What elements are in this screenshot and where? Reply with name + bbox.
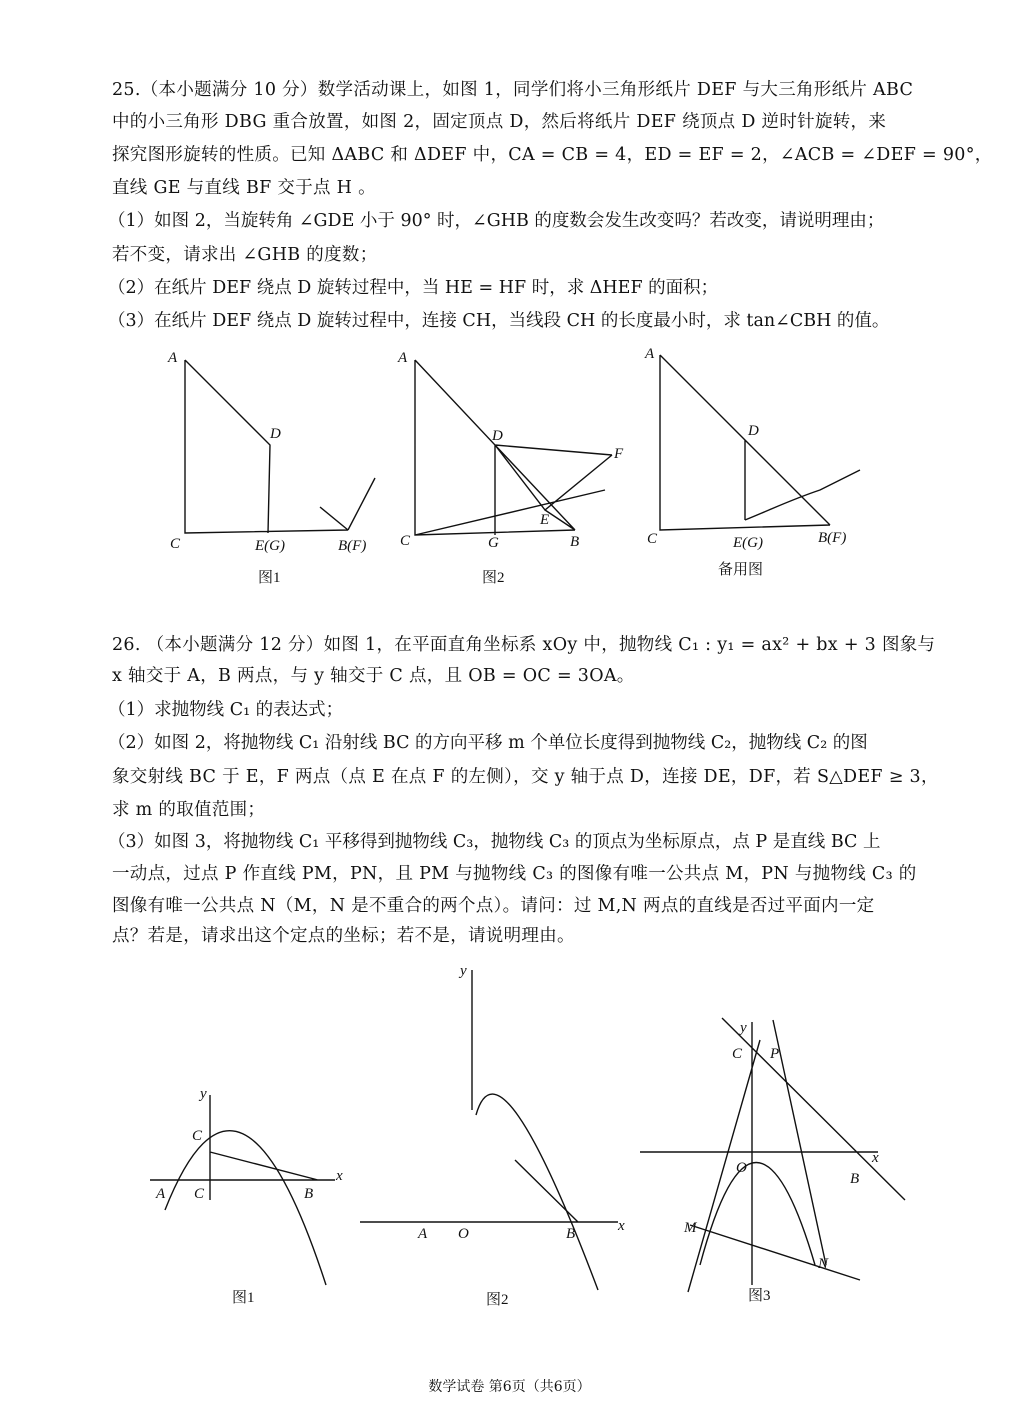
q25-line: 25.（本小题满分 10 分）数学活动课上，如图 1，同学们将小三角形纸片 DEF 与大三角形纸片 ABC — [112, 80, 914, 100]
q25-part-1-cont: 若不变，请求出 ∠GHB 的度数； — [112, 245, 378, 265]
figure-caption: 图2 — [486, 1292, 509, 1308]
label-a: A — [156, 1186, 166, 1202]
label-c: C — [192, 1128, 203, 1144]
figure-caption: 图1 — [258, 570, 281, 586]
label-b: B — [566, 1226, 576, 1242]
q25-figure-3 — [644, 346, 860, 578]
label-d: D — [492, 428, 503, 444]
label-x: x — [618, 1218, 625, 1234]
q25-figure-2 — [397, 350, 624, 586]
q26-line: 点？若是，请求出这个定点的坐标；若不是，请说明理由。 — [112, 926, 575, 946]
label-b: B — [850, 1171, 860, 1187]
label-b: B — [304, 1186, 314, 1202]
figure-caption: 图3 — [748, 1288, 771, 1304]
label-a: A — [168, 350, 178, 366]
q25-line: 探究图形旋转的性质。已知 ΔABC 和 ΔDEF 中，CA = CB = 4，ED = EF = 2，∠ACB = ∠DEF = 90°， — [112, 145, 993, 165]
label-origin: O — [736, 1160, 747, 1176]
label-origin: O — [458, 1226, 469, 1242]
label-n: N — [818, 1256, 829, 1272]
label-x: x — [872, 1150, 879, 1166]
q26-line: x 轴交于 A，B 两点，与 y 轴交于 C 点，且 OB = OC = 3OA。 — [112, 666, 635, 686]
label-a: A — [398, 350, 408, 366]
q26-line: 26. （本小题满分 12 分）如图 1，在平面直角坐标系 xOy 中，抛物线 C₁ : y₁ = ax² + bx + 3 图象与 — [112, 635, 936, 655]
figure-caption: 图1 — [232, 1290, 255, 1306]
q25-part-1: （1）如图 2，当旋转角 ∠GDE 小于 90° 时，∠GHB 的度数会发生改变吗？若改变，请说明理由； — [108, 211, 885, 231]
label-origin: C — [194, 1186, 205, 1202]
label-c: C — [647, 531, 658, 547]
label-c: C — [732, 1046, 743, 1062]
q25-line: 中的小三角形 DBG 重合放置，如图 2，固定顶点 D，然后将纸片 DEF 绕顶点 D 逆时针旋转，来 — [112, 112, 887, 132]
figure-caption: 备用图 — [718, 562, 764, 578]
q26-part-3: （3）如图 3，将抛物线 C₁ 平移得到抛物线 C₃，抛物线 C₃ 的顶点为坐标原点，点 P 是直线 BC 上 — [108, 832, 881, 852]
q26-line: 求 m 的取值范围； — [112, 800, 266, 820]
label-y: y — [740, 1020, 747, 1036]
label-bf: B(F) — [338, 538, 367, 554]
page-footer: 数学试卷 第6页（共6页） — [428, 1379, 591, 1395]
label-g: G — [488, 535, 499, 551]
label-x: x — [336, 1168, 343, 1184]
q26-line: 图像有唯一公共点 N（M，N 是不重合的两个点）。请问：过 M,N 两点的直线是否过平面内一定 — [112, 896, 875, 916]
label-m: M — [684, 1220, 697, 1236]
label-f: F — [614, 446, 624, 462]
q26-part-2: （2）如图 2，将抛物线 C₁ 沿射线 BC 的方向平移 m 个单位长度得到抛物线 C₂，抛物线 C₂ 的图 — [108, 733, 868, 753]
q25-figure-1 — [167, 350, 375, 586]
label-d: D — [270, 426, 281, 442]
label-b: B — [570, 534, 580, 550]
label-e: E — [540, 512, 550, 528]
q26-figure-2 — [360, 963, 625, 1308]
q26-figure-3 — [640, 1018, 905, 1304]
q26-line: 一动点，过点 P 作直线 PM，PN，且 PM 与抛物线 C₃ 的图像有唯一公共点 M，PN 与抛物线 C₃ 的 — [112, 864, 917, 884]
q26-figure-1 — [150, 1086, 343, 1306]
label-y: y — [200, 1086, 207, 1102]
q26-part-1: （1）求抛物线 C₁ 的表达式； — [108, 700, 344, 720]
label-y: y — [460, 963, 467, 979]
q25-line: 直线 GE 与直线 BF 交于点 H 。 — [112, 178, 376, 198]
label-c: C — [170, 536, 181, 552]
q25-part-2: （2）在纸片 DEF 绕点 D 旋转过程中，当 HE = HF 时，求 ΔHEF 的面积； — [108, 278, 719, 298]
label-p: P — [770, 1046, 780, 1062]
q26-line: 象交射线 BC 于 E，F 两点（点 E 在点 F 的左侧），交 y 轴于点 D，连接 DE，DF，若 S△DEF ≥ 3， — [112, 767, 939, 787]
label-a: A — [645, 346, 655, 362]
label-bf: B(F) — [818, 530, 847, 546]
label-eg: E(G) — [733, 535, 763, 551]
label-c: C — [400, 533, 411, 549]
figure-caption: 图2 — [482, 570, 505, 586]
q25-part-3: （3）在纸片 DEF 绕点 D 旋转过程中，连接 CH，当线段 CH 的长度最小时，求 tan∠CBH 的值。 — [108, 311, 890, 331]
label-eg: E(G) — [255, 538, 285, 554]
label-a: A — [418, 1226, 428, 1242]
label-d: D — [748, 423, 759, 439]
